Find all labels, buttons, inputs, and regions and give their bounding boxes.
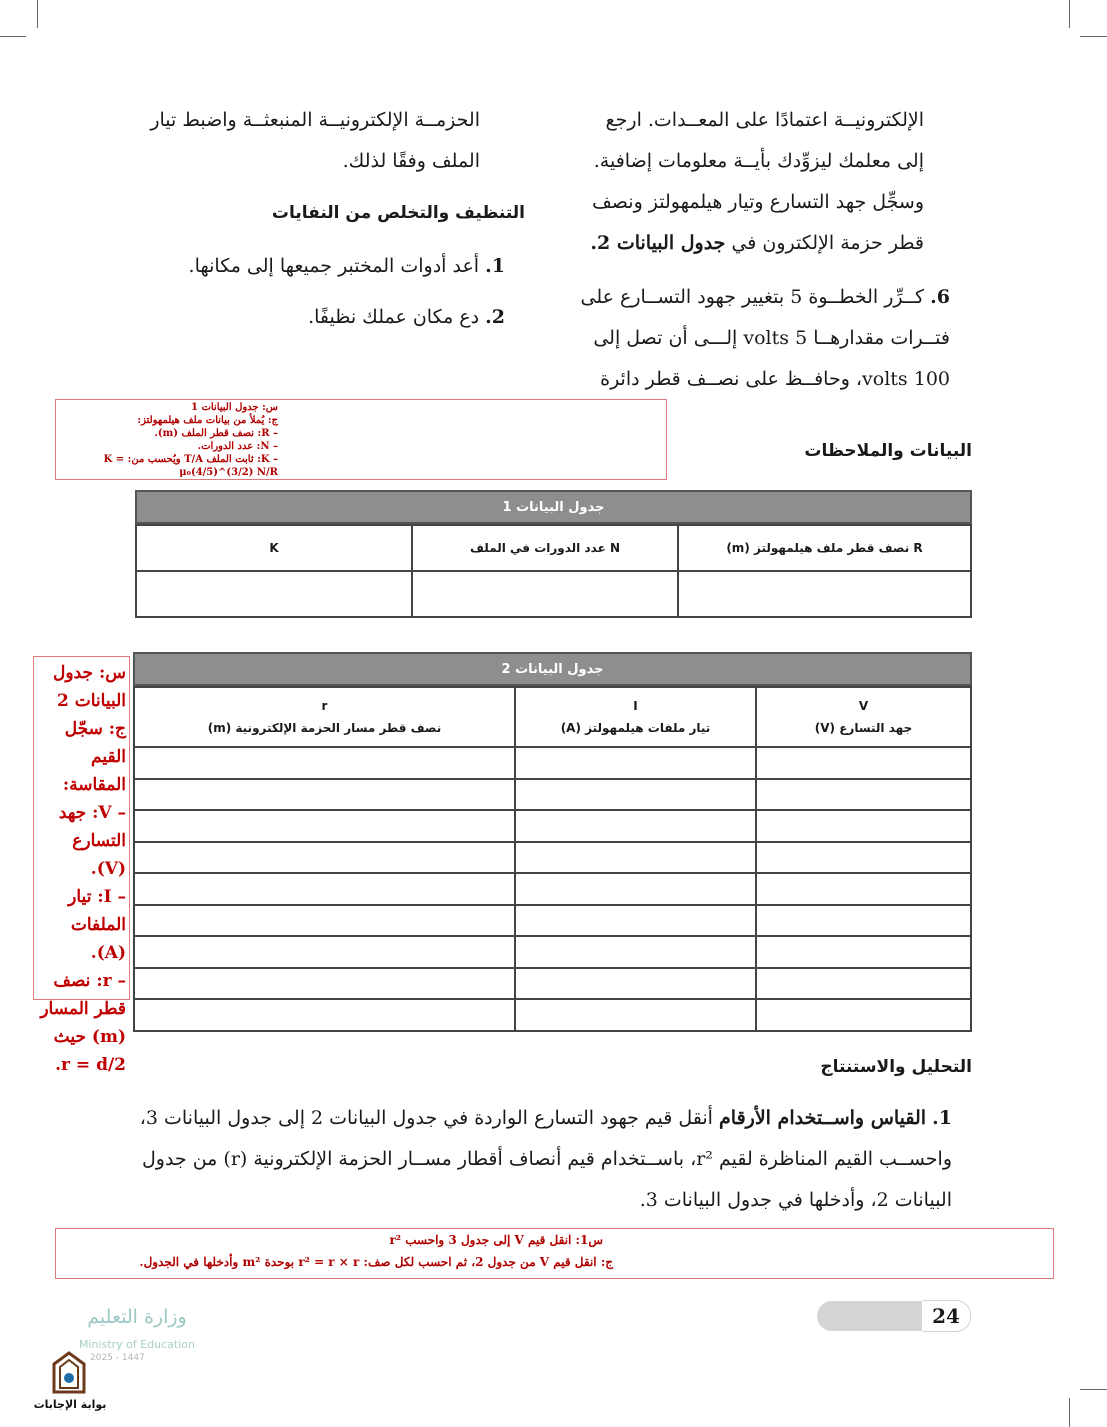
answer-2-line: – I: تيار bbox=[68, 887, 126, 907]
table-row bbox=[134, 968, 971, 1000]
answer-3-line-1: س1: انقل قيم V إلى جدول 3 واحسب r² bbox=[389, 1233, 603, 1247]
crop-mark bbox=[1069, 0, 1070, 28]
table-2-cell[interactable] bbox=[756, 999, 971, 1031]
answer-1-line: ج: يُملأ من بيانات ملف هيلمهولتز: bbox=[137, 415, 278, 426]
page-number-bar bbox=[817, 1301, 922, 1331]
table-row bbox=[134, 810, 971, 842]
answer-box-table-1 bbox=[55, 399, 667, 480]
site-logo-icon bbox=[46, 1350, 92, 1396]
table-2-cell[interactable] bbox=[756, 810, 971, 842]
table-2-cell[interactable] bbox=[756, 873, 971, 905]
table-row bbox=[134, 842, 971, 874]
answer-1-line: س: جدول البيانات 1 bbox=[191, 402, 278, 413]
table-row bbox=[134, 936, 971, 968]
answer-2-line: (m) حيث bbox=[53, 1027, 126, 1047]
answer-2-line: r = d/2. bbox=[55, 1055, 126, 1075]
table-2-cell[interactable] bbox=[134, 810, 515, 842]
step-6: 6. كــرِّر الخطــوة 5 بتغيير جهود التســارع على فتــرات مقدارهــا 5 volts إلـــى أن تصل إلى 100 volts، وحافــظ على نصــف قطر دائرة bbox=[580, 286, 950, 390]
answer-2-line: الملفات (A). bbox=[70, 915, 126, 963]
crop-mark bbox=[0, 36, 26, 37]
table-2-cell[interactable] bbox=[756, 747, 971, 779]
answer-2-line: البيانات 2 bbox=[56, 691, 126, 711]
table-2-cell[interactable] bbox=[756, 936, 971, 968]
table-1-cell[interactable] bbox=[136, 571, 412, 617]
answer-2-line: ج: سجّل bbox=[64, 719, 126, 739]
table-2-cell[interactable] bbox=[515, 779, 756, 811]
table-2-cell[interactable] bbox=[756, 968, 971, 1000]
table-2-cell[interactable] bbox=[756, 779, 971, 811]
table-2-title: جدول البيانات 2 bbox=[133, 652, 972, 686]
ministry-logo-english: Ministry of Education bbox=[78, 1338, 195, 1351]
crop-mark bbox=[1080, 1389, 1107, 1390]
table-2-cell[interactable] bbox=[134, 779, 515, 811]
table-2-cell[interactable] bbox=[134, 905, 515, 937]
answer-2-line: – V: جهد bbox=[58, 803, 126, 823]
crop-mark bbox=[1069, 1398, 1070, 1427]
page-number: 24 bbox=[922, 1300, 971, 1332]
answer-1-line: – R: نصف قطر الملف (m). bbox=[154, 428, 278, 439]
table-2-header-v: V جهد التسارع (V) bbox=[756, 687, 971, 747]
table-2-cell[interactable] bbox=[756, 905, 971, 937]
table-2-cell[interactable] bbox=[756, 842, 971, 874]
answer-2-line: القيم المقاسة: bbox=[62, 747, 126, 795]
data-table-1 bbox=[135, 490, 972, 618]
crop-mark bbox=[1080, 36, 1107, 37]
cleanup-heading: التنظيف والتخلص من النفايات bbox=[271, 203, 525, 223]
table-2-cell[interactable] bbox=[515, 810, 756, 842]
answer-2-line: قطر المسار bbox=[40, 999, 126, 1019]
crop-mark bbox=[37, 0, 38, 28]
answer-2-line: س: جدول bbox=[53, 663, 126, 683]
table-1-cell[interactable] bbox=[412, 571, 678, 617]
cleanup-item-1: 1. أعد أدوات المختبر جميعها إلى مكانها. bbox=[188, 255, 505, 277]
analysis-item-1: 1. القياس واســتخدام الأرقام أنقل قيم جهود التسارع الواردة في جدول البيانات 2 إلى جدول البيانات 3، واحســب القيم المناظرة لقيم r²، باســتخدام قيم أنصاف أقطار مســار الحزمة الإلكترونية (r) من جدول البيانات 2، وأدخلها في جدول البيانات 3. bbox=[139, 1107, 952, 1211]
table-2-cell[interactable] bbox=[515, 968, 756, 1000]
table-2-cell[interactable] bbox=[134, 968, 515, 1000]
table-1-header-k: K bbox=[136, 525, 412, 571]
table-2-cell[interactable] bbox=[515, 842, 756, 874]
table-row bbox=[134, 779, 971, 811]
answer-box-analysis bbox=[55, 1228, 1054, 1279]
table-2-cell[interactable] bbox=[515, 905, 756, 937]
table-2-header-r: r نصف قطر مسار الحزمة الإلكترونية (m) bbox=[134, 687, 515, 747]
cleanup-item-2: 2. دع مكان عملك نظيفًا. bbox=[308, 306, 505, 328]
table-2-cell[interactable] bbox=[515, 936, 756, 968]
table-2-header-i: I تيار ملفات هيلمهولتز (A) bbox=[515, 687, 756, 747]
answer-1-line: – N: عدد الدورات. bbox=[197, 441, 278, 452]
table-2-cell[interactable] bbox=[134, 747, 515, 779]
table-1-header-n: N عدد الدورات في الملف bbox=[412, 525, 678, 571]
answer-3-line-2: ج: انقل قيم V من جدول 2، ثم احسب لكل صف: r² = r × r بوحدة m² وأدخلها في الجدول. bbox=[139, 1255, 613, 1269]
data-table-2 bbox=[133, 652, 972, 1032]
table-row bbox=[134, 747, 971, 779]
table-1-title: جدول البيانات 1 bbox=[135, 490, 972, 524]
data-observations-heading: البيانات والملاحظات bbox=[804, 441, 972, 461]
table-1-cell[interactable] bbox=[678, 571, 971, 617]
table-2-cell[interactable] bbox=[134, 999, 515, 1031]
site-name: بوابة الإجابات bbox=[33, 1398, 107, 1411]
table-row bbox=[134, 905, 971, 937]
left-column-paragraph: الحزمــة الإلكترونيــة المنبعثــة واضبط تيار الملف وفقًا لذلك. bbox=[150, 109, 480, 172]
table-row bbox=[134, 999, 971, 1031]
table-2-cell[interactable] bbox=[515, 999, 756, 1031]
table-row bbox=[134, 873, 971, 905]
analysis-heading: التحليل والاستنتاج bbox=[820, 1057, 972, 1077]
answer-2-line: التسارع (V). bbox=[72, 831, 126, 879]
year-label: 2025 - 1447 bbox=[90, 1353, 145, 1363]
table-2-cell[interactable] bbox=[515, 873, 756, 905]
table-1-header-r: R نصف قطر ملف هيلمهولتز (m) bbox=[678, 525, 971, 571]
ministry-logo-arabic: وزارة التعليم bbox=[87, 1306, 187, 1328]
answer-box-table-2 bbox=[33, 656, 130, 1075]
answer-2-line: – r: نصف bbox=[53, 971, 126, 991]
table-2-cell[interactable] bbox=[134, 873, 515, 905]
table-2-cell[interactable] bbox=[134, 842, 515, 874]
right-column-paragraph: الإلكترونيــة اعتمادًا على المعــدات. ارجع إلى معلمك ليزوِّدك بأيــة معلومات إضافية. وسجِّل جهد التسارع وتيار هيلمهولتز ونصف قطر حزمة الإلكترون في جدول البيانات 2. bbox=[590, 109, 924, 254]
table-2-cell[interactable] bbox=[515, 747, 756, 779]
table-2-cell[interactable] bbox=[134, 936, 515, 968]
answer-1-line: – K: ثابت الملف T/A ويُحسب من: K = μ₀(4/5)^(3/2) N/R bbox=[103, 454, 278, 478]
